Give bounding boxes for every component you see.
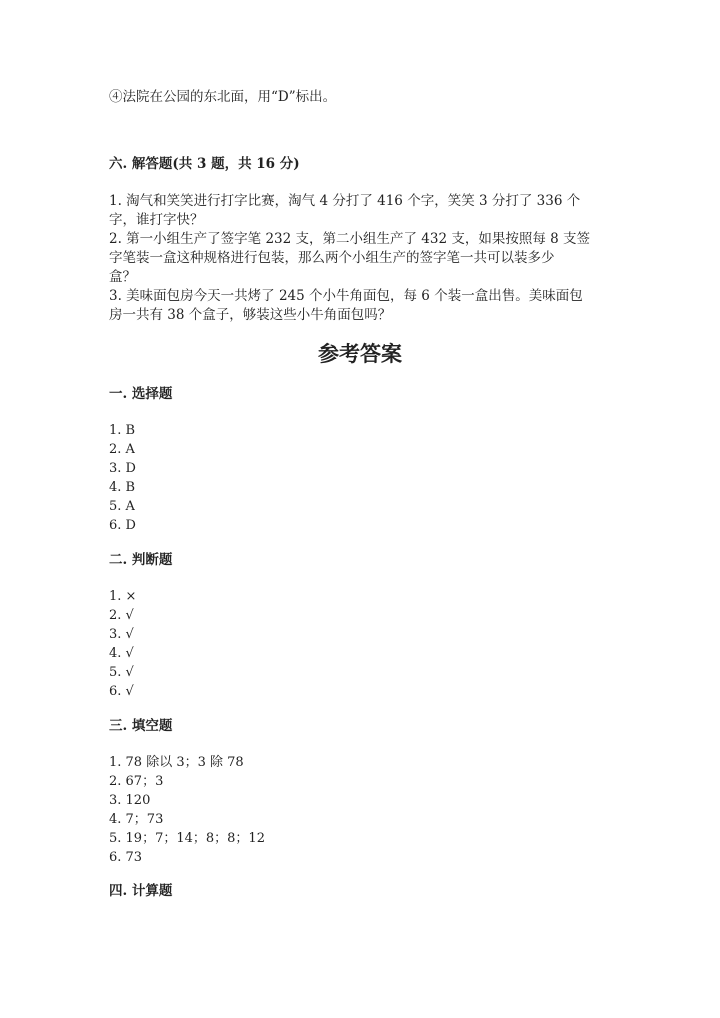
question-1-line-1: 1. 淘气和笑笑进行打字比赛，淘气 4 分打了 416 个字，笑笑 3 分打了 336 个 bbox=[109, 193, 581, 209]
question-1-line-2: 字，谁打字快？ bbox=[109, 212, 204, 228]
answer-fill-3: 3. 120 bbox=[109, 793, 151, 808]
answer-choice-6: 6. D bbox=[109, 518, 136, 533]
question-3-line-1: 3. 美味面包房今天一共烤了 245 个小牛角面包，每 6 个装一盒出售。美味面包 bbox=[109, 288, 583, 304]
answer-judge-1: 1. × bbox=[109, 589, 137, 604]
answer-fill-6: 6. 73 bbox=[109, 850, 143, 865]
answer-choice-2: 2. A bbox=[109, 442, 135, 457]
answer-heading-calc: 四. 计算题 bbox=[109, 883, 173, 899]
answer-heading-judge: 二. 判断题 bbox=[109, 552, 173, 568]
answer-fill-4: 4. 7；73 bbox=[109, 812, 164, 827]
answer-fill-5: 5. 19；7；14；8；8；12 bbox=[109, 831, 265, 846]
answer-choice-4: 4. B bbox=[109, 480, 136, 495]
question-3-line-2: 房一共有 38 个盒子，够装这些小牛角面包吗？ bbox=[109, 307, 392, 323]
answer-key-title: 参考答案 bbox=[318, 341, 402, 366]
answer-choice-3: 3. D bbox=[109, 461, 136, 476]
answer-judge-2: 2. √ bbox=[109, 608, 134, 623]
answer-judge-4: 4. √ bbox=[109, 646, 134, 661]
answer-judge-5: 5. √ bbox=[109, 665, 134, 680]
answer-heading-fill: 三. 填空题 bbox=[109, 718, 173, 734]
answer-choice-5: 5. A bbox=[109, 499, 135, 514]
answer-fill-1: 1. 78 除以 3；3 除 78 bbox=[109, 755, 244, 770]
question-2-line-2: 字笔装一盒这种规格进行包装，那么两个小组生产的签字笔一共可以装多少 bbox=[109, 250, 555, 266]
answer-heading-choice: 一. 选择题 bbox=[109, 386, 173, 402]
section-heading-answer-questions: 六. 解答题(共 3 题，共 16 分) bbox=[109, 156, 300, 172]
answer-fill-2: 2. 67；3 bbox=[109, 774, 164, 789]
answer-judge-6: 6. √ bbox=[109, 684, 134, 699]
question-2-line-1: 2. 第一小组生产了签字笔 232 支，第二小组生产了 432 支，如果按照每 8 支签 bbox=[109, 231, 591, 247]
answer-judge-3: 3. √ bbox=[109, 627, 134, 642]
answer-choice-1: 1. B bbox=[109, 423, 136, 438]
question-2-line-3: 盒？ bbox=[109, 269, 136, 285]
question-item-d-marker: ④法院在公园的东北面，用“D”标出。 bbox=[109, 89, 337, 105]
